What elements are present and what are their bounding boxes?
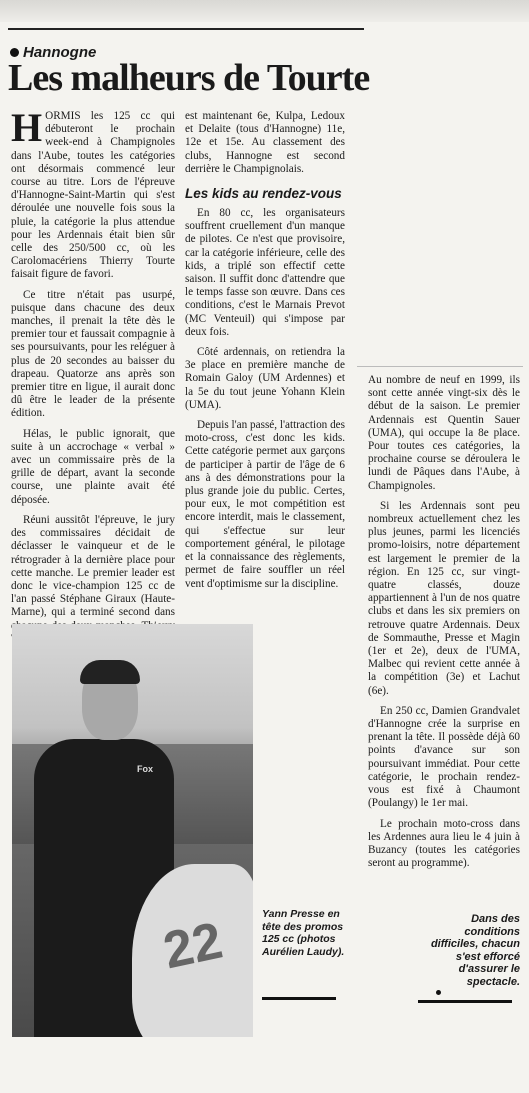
paragraph: Hélas, le public ignorait, que suite à un accrochage « verbal » avec un commissaire près de la grille de départ, avant la seconde course, une plainte avait été déposée. xyxy=(11,427,175,506)
quote-bullet-icon xyxy=(436,990,441,995)
jersey-logo: Fox xyxy=(137,764,154,774)
column-3 xyxy=(368,374,520,877)
kicker-text: Hannogne xyxy=(23,44,97,61)
paragraph: Réuni aussitôt l'épreuve, le jury des commissaires décidait de déclasser le vainqueur et de le rétrograder à la dernière place pour cette manche. Le premier leader est donc le vice-champion 125 cc de l'an passé Stéphane Giraux (Haute-Marne), qui a terminé second dans xyxy=(11,513,175,619)
paragraph: Si les Ardennais sont peu nombreux actuellement chez les plus jeunes, parmi les licenciés promo-loisirs, notre département est largement le premier de la région. En 125 cc, sur vingt-quatre classés, douze appartiennent à l'un de nos quatre clubs et dans les six premiers on retrouve quatre Ardennais. Deux de Sommauthe, Presse et Magin (1er et 2e), deux de l'UMA, Malbec qui revient cette année à la compétition (3e) et Lachut (6e). xyxy=(368,499,520,697)
paragraph: Au nombre de neuf en 1999, ils sont cette année vingt-six dès le début de la saison. Le premier Ardennais est Quentin Sauer (UMA), qui occupe la 8e place. Pour toutes ces catégories, la prochaine course se déroulera le lundi de Pâques dans l'Aube, à Champignoles. xyxy=(368,374,520,492)
paragraph: En 80 cc, les organisateurs souffrent cruellement d'un manque de pilotes. Ce n'est que provisoire, car la catégorie inférieure, celle des kids, a triplé son effectif cette saison. Il suffit donc d'attendre que le temps fasse son œuvre. Dans ces conditions, c'est le Marnais Prevot (MC Venteuil) qui s'impose par deux fois. xyxy=(185,207,345,338)
paragraph xyxy=(11,105,175,282)
photo-caption: Yann Presse en tête des promos 125 cc (photos Aurélien Laudy). xyxy=(262,908,345,958)
headline: Les malheurs de Tourte xyxy=(8,57,370,99)
rider-hair xyxy=(80,660,140,684)
column-2 xyxy=(185,110,345,598)
paragraph: Le prochain moto-cross dans les Ardennes aura lieu le 4 juin à Buzancy (toutes les catégories seront au programme). xyxy=(368,817,520,870)
quote-rule xyxy=(418,1000,512,1003)
column-1 xyxy=(11,105,175,653)
column-edge xyxy=(357,366,523,367)
paragraph: est maintenant 6e, Kulpa, Ledoux et Delaite (tous d'Hannogne) 11e, 12e et 15e. Au classement des clubs, Hannogne est second derrière le Champignolais. xyxy=(185,110,345,175)
scan-edge-strip xyxy=(0,0,529,22)
paragraph: Ce titre n'était pas usurpé, puisque dans chacune des deux manches, il prenait la tête dès le premier tour et faussait compagnie à ses poursuivants, pour les reléguer à plus de 20 secondes au baisser du drapeau. Quatorze ans après son premier titre en ligue, il aurait donc dû être le leader de la présente édition. xyxy=(11,288,175,420)
pull-quote: Dans des conditions difficiles, chacun s'est efforcé d'assurer le spectacle. xyxy=(430,913,520,988)
drop-cap: H xyxy=(11,105,43,150)
paragraph: Côté ardennais, on retiendra la 3e place en première manche de Romain Galoy (UM Ardennes) et la 5e du tout jeune Yohann Klein (UMA). xyxy=(185,346,345,411)
caption-rule xyxy=(262,997,336,1000)
top-rule xyxy=(8,28,364,30)
bib-number: 22 xyxy=(158,911,228,981)
rider-photo xyxy=(12,624,253,1037)
paragraph-text: ORMIS les 125 cc qui débuteront le prochain week-end à Champignoles dans l'Aube, toutes les catégories ont désormais commencé leur course au titre. Lors de l'épreuve d'Hannogne-Saint-Martin qui s'est déroulée une nouvelle fois sous la pluie, la catégorie la plus attendue pour les Ardennais était bien sûr celle des 250/500 cc, où les Carolomacériens Thierry Tourte faisait figure de favori. xyxy=(11,110,175,281)
subheading: Les kids au rendez-vous xyxy=(185,186,342,202)
bullet-icon xyxy=(10,48,19,57)
paragraph: Depuis l'an passé, l'attraction des moto-cross, c'est donc les kids. Cette catégorie permet aux garçons de participer à partir de l'âge de 6 ans à des démonstrations pour la plus grande joie du public. Certes, pour eux, le mot compétition est encore interdit, mais le classement, qui s'effectue sur leur comportement général, le pilotage et la connaissance des règlements, permet de faire souffler un réel vent d'optimisme sur la discipline. xyxy=(185,419,345,590)
paragraph: En 250 cc, Damien Grandvalet d'Hannogne crée la surprise en prenant la tête. Il possède déjà 60 points d'avance sur son poursuivant immédiat. Pour cette catégorie, le prochain rendez-vous est fixé à Chaumont (Poulangy) le 1er mai. xyxy=(368,704,520,810)
